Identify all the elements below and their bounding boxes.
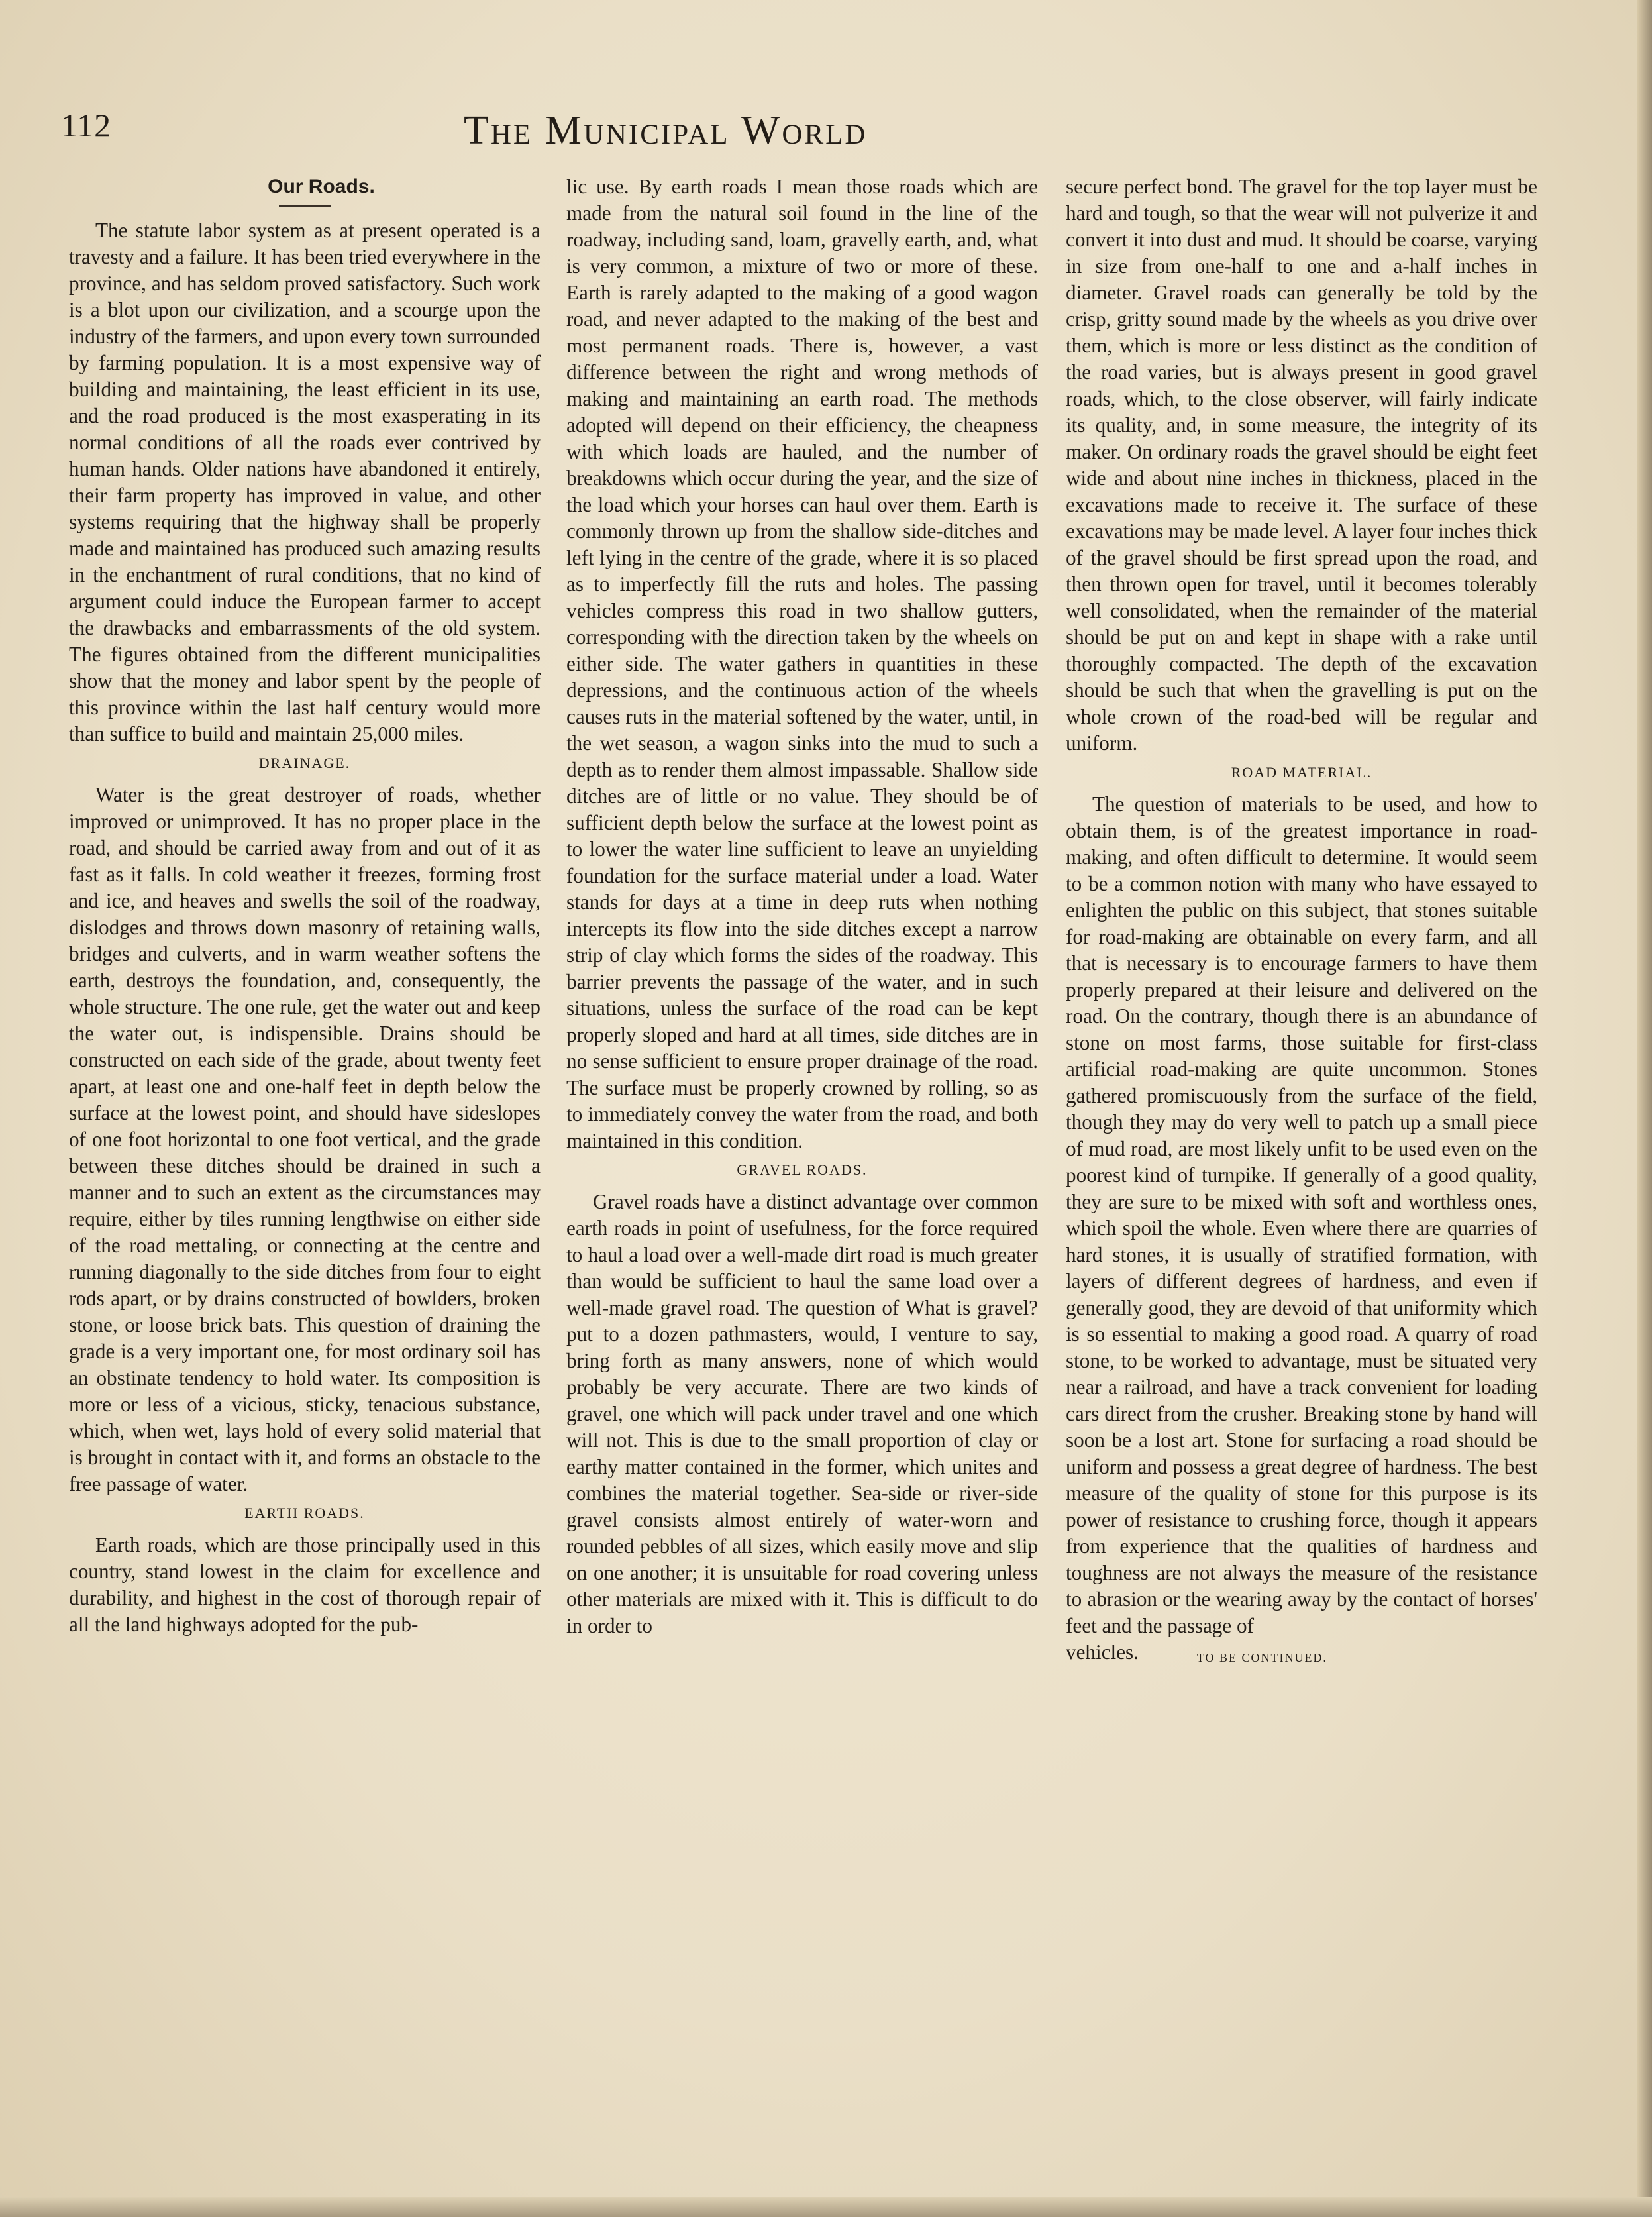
page-edge-right <box>1637 0 1652 2217</box>
earth-roads-heading: EARTH ROADS. <box>244 1505 365 1521</box>
page-number: 112 <box>61 107 112 144</box>
column-3 <box>1066 174 1537 1668</box>
column-2 <box>566 174 1038 1639</box>
page-edge-bottom <box>0 2197 1652 2217</box>
intro-paragraph: The statute labor system as at present operated is a travesty and a failure. It has been tried everywhere in the province, and has seldom proved satisfactory. Such work is a blot upon our civilization, and a scourge upon the industry of the farmers, and upon every town surrounded by farming population. It is a most expensive way of building and maintaining, the least efficient in its use, and the road produced is the most exasperating in its normal conditions of all the roads ever contrived by human hands. Older nations have abandoned it entirely, their farm property has improved in value, and other systems requiring that the highway shall be properly made and maintained has produced such amazing results in the enchantment of rural conditions, that no kind of argument could induce the European farmer to accept the drawbacks and embarrassments of the old system. The figures obtained from the different municipalities show that the money and labor spent by the people of this province within the last half century would more than suffice to build and maintain 25,000 miles. <box>69 219 541 745</box>
drainage-paragraph: Water is the great destroyer of roads, whether improved or unimproved. It has no proper place in the road, and should be carried away from and out of it as fast as it falls. In cold weather it freezes, forming frost and ice, and heaves and swells the soil of the roadway, dislodges and throws down masonry of retaining walls, bridges and culverts, and in warm weather softens the earth, destroys the foundation, and, consequently, the whole structure. The one rule, get the water out and keep the water out, is indispensible. Drains should be constructed on each side of the grade, about twenty feet apart, at least one and one-half feet in depth below the surface at the lowest point, and should have sideslopes of one foot horizontal to one foot vertical, and the grade between these ditches should be drained in such a manner and to such an extent as the circumstances may require, either by tiles running lengthwise on either side of the road mettaling, or connecting at the centre and running diagonally to the side ditches from four to eight rods apart, or by drains constructed of bowlders, broken stone, or loose brick bats. This question of draining the grade is a very important one, for most ordinary soil has an obstinate tendency to hold water. Its composition is more or less of a vicious, sticky, tenacious substance, which, when wet, lays hold of every solid material that is brought in contact with it, and forms an obstacle to the free passage of water. <box>69 783 541 1495</box>
column-1 <box>69 174 541 1638</box>
title-rule <box>279 205 331 207</box>
road-material-paragraph: The question of materials to be used, and how to obtain them, is of the greatest importance in road-making, and often difficult to determine. It would seem to be a common notion with many who have essayed to enlighten the public on this subject, that stones suitable for road-making are obtainable on every farm, and all that is necessary is to encourage farmers to have them properly prepared at their leisure and delivered on the road. On the contrary, though there is an abundance of stone on most farms, those suitable for first-class artificial road-making are quite uncommon. Stones gathered promiscuously from the surface of the field, though they may do very well to patch up a small piece of mud road, are most likely unfit to be used even on the poorest kind of turnpike. If generally of a good quality, they are sure to be mixed with soft and worthless ones, which spoil the whole. Even where there are quarries of hard stones, it is usually of stratified formation, with layers of different degrees of hardness, and even if generally good, they are devoid of that uniformity which is so essential to making a good road. A quarry of road stone, to be worked to advantage, must be situated very near a railroad, and have a track convenient for loading cars direct from the crusher. Breaking stone by hand will soon be a lost art. Stone for surfacing a road should be uniform and possess a great degree of hardness. The best measure of the quality of stone for this purpose is its power of resistance to crushing force, though it appears from experience that the qualities of hardness and toughness are not always the measure of the resistance to abrasion or the wearing away by the contact of horses' feet and the passage of <box>1066 792 1537 1637</box>
gravel-roads-paragraph-start: Gravel roads have a distinct advantage over common earth roads in point of usefulness, for the force required to haul a load over a well-made dirt road is much greater than would be sufficient to haul the same load over a well-made gravel road. The question of What is gravel? put to a dozen pathmasters, would, I venture to say, bring forth as many answers, none of which would probably be very accurate. There are two kinds of gravel, one which will pack under travel and one which will not. This is due to the small proportion of clay or earthy matter contained in the former, which unites and combines the material together. Sea-side or river-side gravel consists almost entirely of water-worn and rounded pebbles of all sizes, which easily move and slip on one another; it is unsuitable for road covering unless other materials are mixed with it. This is difficult to do in order to <box>566 1190 1038 1637</box>
to-be-continued-note: TO BE CONTINUED. <box>1196 1651 1327 1664</box>
gravel-roads-paragraph-continued: secure perfect bond. The gravel for the top layer must be hard and tough, so that the wear will not pulverize it and convert it into dust and mud. It should be coarse, varying in size from one-half to one and a-half inches in diameter. Gravel roads can generally be told by the crisp, gritty sound made by the wheels as you drive over them, which is more or less distinct as the condition of the road varies, but is always present in good gravel roads, which, to the close observer, will fairly indicate its quality, and, in some measure, the integrity of its maker. On ordinary roads the gravel should be eight feet wide and about nine inches in thickness, placed in the excavations made to receive it. The surface of these excavations may be made level. A layer four inches thick of the gravel should be first spread upon the road, and then thrown open for travel, until it becomes tolerably well consolidated, when the remainder of the material should be put on and kept in shape with a rake until thoroughly compacted. The depth of the excavation should be such that when the gravelling is put on the whole crown of the road-bed will be regular and uniform. <box>1066 175 1537 755</box>
gravel-roads-heading: GRAVEL ROADS. <box>737 1162 868 1178</box>
closing-line <box>1066 1639 1537 1668</box>
drainage-heading: DRAINAGE. <box>258 755 351 771</box>
road-material-heading: ROAD MATERIAL. <box>1231 764 1372 781</box>
running-title: The Municipal World <box>464 108 868 153</box>
earth-roads-paragraph-start: Earth roads, which are those principally used in this country, stand lowest in the claim for excellence and durability, and highest in the cost of thorough repair of all the land highways adopted for the pub- <box>69 1533 541 1636</box>
earth-roads-paragraph-continued: lic use. By earth roads I mean those roads which are made from the natural soil found in the line of the roadway, including sand, loam, gravelly earth, and, what is very common, a mixture of two or more of these. Earth is rarely adapted to the making of a good wagon road, and never adapted to the making of the best and most permanent roads. There is, however, a vast difference between the right and wrong methods of making and maintaining an earth road. The methods adopted will depend on their efficiency, the cheapness with which loads are hauled, and the number of breakdowns which occur during the year, and the size of the load which your horses can haul over them. Earth is commonly thrown up from the shallow side-ditches and left lying in the centre of the grade, where it is so placed as to imperfectly fill the ruts and holes. The passing vehicles compress this road in two shallow gutters, corresponding with the direction taken by the wheels on either side. The water gathers in quantities in these depressions, and the continuous action of the wheels causes ruts in the material softened by the water, until, in the wet season, a wagon sinks into the mud to such a depth as to render them almost impassable. Shallow side ditches are of little or no value. They should be of sufficient depth below the surface at the lowest point as to lower the water line sufficient to leave an unyielding foundation for the surface material under a load. Water stands for days at a time in deep ruts when nothing intercepts its flow into the side ditches except a narrow strip of clay which forms the sides of the roadway. This barrier prevents the passage of the water, and in such situations, unless the surface of the road can be kept properly sloped and hard at all times, side ditches are in no sense sufficient to ensure proper drainage of the road. The surface must be properly crowned by rolling, so as to immediately convey the water from the road, and both maintained in this condition. <box>566 175 1038 1152</box>
article-title: Our Roads. <box>268 176 375 197</box>
closing-word: vehicles. <box>1066 1641 1139 1664</box>
